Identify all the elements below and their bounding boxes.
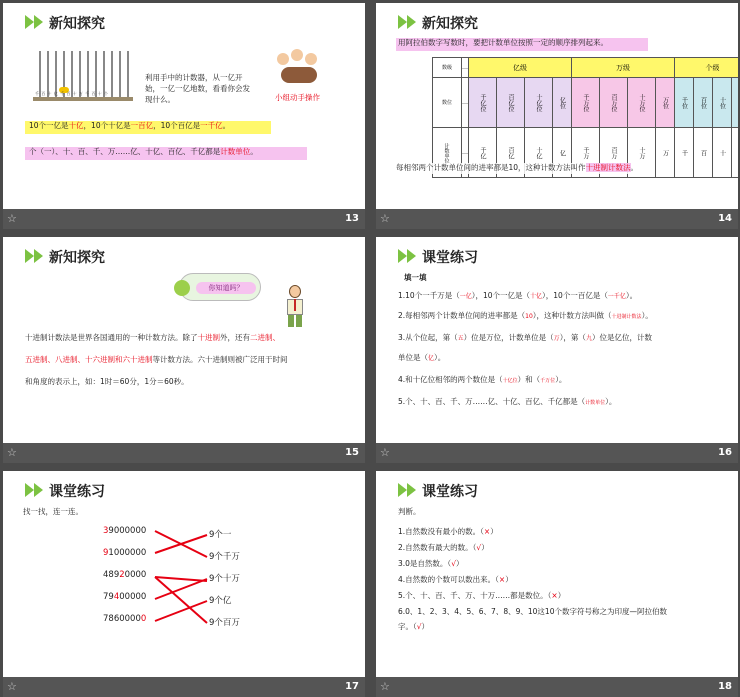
slide-15[interactable] — [3, 237, 365, 463]
subtitle: 判断。 — [398, 507, 421, 516]
slide-16[interactable] — [376, 237, 738, 463]
table-cell: 百万 — [600, 128, 628, 178]
slide-title: 新知探究 — [422, 16, 478, 32]
match-line — [155, 577, 207, 623]
slide-footer — [3, 209, 365, 229]
chevron-icon — [25, 249, 45, 263]
star-icon: ☆ — [380, 446, 390, 459]
answer-item[interactable]: 9个千万 — [209, 552, 240, 562]
judge-item: 5.个、十、百、千、万、十万……都是数位。（×） — [398, 591, 566, 600]
lightbulb-icon — [174, 280, 190, 296]
judge-item-cont: 字。（√） — [398, 622, 430, 631]
table-header: 个级 — [675, 58, 739, 78]
table-cell: 亿位 — [553, 78, 572, 128]
slide-footer — [3, 443, 365, 463]
slide-16-canvas — [376, 237, 738, 443]
subtitle: 填一填 — [404, 273, 427, 282]
question-5: 5.个、十、百、千、万……亿、十亿、百亿、千亿都是（计数单位）。 — [398, 397, 617, 406]
slide-number: 17 — [345, 681, 359, 692]
slide-17[interactable] — [3, 471, 365, 697]
teacher-figure — [281, 285, 311, 329]
students-image — [273, 47, 325, 87]
slide-number: 16 — [718, 447, 732, 458]
chevron-icon — [25, 15, 45, 29]
slide-number: 13 — [345, 213, 359, 224]
answer-item[interactable]: 9个百万 — [209, 618, 240, 628]
table-header: … — [462, 58, 469, 78]
table-cell: 千万 — [572, 128, 600, 178]
group-label: 小组动手操作 — [275, 93, 320, 102]
table-header: 亿级 — [469, 58, 572, 78]
slide-14[interactable] — [376, 3, 738, 229]
intro-text: 利用手中的计数器，从一亿开始，一亿一亿地数，看看你会发现什么。 — [145, 73, 250, 104]
judge-item: 3.0是自然数。（√） — [398, 559, 464, 568]
slide-footer — [376, 209, 738, 229]
slide-footer — [376, 677, 738, 697]
table-cell: 十万位 — [628, 78, 656, 128]
question-1: 1.10个一千万是（一亿），10个一亿是（十亿），10个一百亿是（一千亿）。 — [398, 291, 638, 300]
star-icon: ☆ — [7, 446, 17, 459]
slide-number: 15 — [345, 447, 359, 458]
bubble-label: 你知道吗？ — [196, 282, 256, 294]
table-cell: 十万 — [628, 128, 656, 178]
number-item[interactable]: 48920000 — [103, 570, 147, 580]
slide-18[interactable] — [376, 471, 738, 697]
table-cell: 千 — [675, 128, 694, 178]
slide-title: 课堂练习 — [422, 250, 478, 266]
instruction-text: 用阿拉伯数字写数时，要把计数单位按照一定的顺序排列起来。 — [398, 38, 608, 47]
match-line — [155, 579, 207, 599]
slide-15-canvas — [3, 237, 365, 443]
table-cell: 十亿位 — [525, 78, 553, 128]
table-cell: 百位 — [694, 78, 713, 128]
judge-item: 2.自然数有最大的数。（√） — [398, 543, 489, 552]
slide-18-canvas — [376, 471, 738, 677]
slide-title: 课堂练习 — [422, 484, 478, 500]
table-cell: 百亿 — [497, 128, 525, 178]
question-2: 2.每相邻两个计数单位间的进率都是（10），这种计数方法叫做（十进制计数法）。 — [398, 311, 653, 320]
chevron-icon — [398, 249, 418, 263]
question-4: 4.和十亿位相邻的两个数位是（十亿位）和（千万位）。 — [398, 375, 567, 384]
star-icon: ☆ — [380, 212, 390, 225]
table-cell: 百 — [694, 128, 713, 178]
table-cell: 百万位 — [600, 78, 628, 128]
answer-item[interactable]: 9个亿 — [209, 596, 232, 606]
slide-number: 14 — [718, 213, 732, 224]
paragraph-line-2: 五进制、八进制、十六进制和六十进制等计数方法。六十进制则被广泛用于时间 — [25, 355, 288, 364]
table-cell — [732, 78, 739, 128]
table-cell: 千位 — [675, 78, 694, 128]
subtitle: 找一找，连一连。 — [23, 507, 83, 516]
star-icon: ☆ — [7, 680, 17, 693]
speech-bubble — [179, 273, 261, 301]
table-cell: 万位 — [656, 78, 675, 128]
number-item[interactable]: 91000000 — [103, 548, 147, 558]
table-cell: 千亿位 — [469, 78, 497, 128]
table-cell: 十位 — [713, 78, 732, 128]
slide-title: 课堂练习 — [49, 484, 105, 500]
judge-item: 6.0、1、2、3、4、5、6、7、8、9、10这10个数字符号称之为印度—阿拉伯数 — [398, 607, 667, 616]
question-3: 3.从个位起，第（五）位是万位，计数单位是（万），第（九）位是亿位，计数 — [398, 333, 652, 342]
slide-title: 新知探究 — [49, 250, 105, 266]
match-line — [155, 535, 207, 553]
paragraph-line-1: 十进制计数法是世界各国通用的一种计数方法。除了十进制外，还有二进制、 — [25, 333, 280, 342]
number-item[interactable]: 79400000 — [103, 592, 147, 602]
slide-title: 新知探究 — [49, 16, 105, 32]
table-cell: 计数单位 — [433, 128, 462, 178]
paragraph-line-3: 和角度的表示上，如：1时＝60分，1分＝60秒。 — [25, 377, 189, 386]
answer-item[interactable]: 9个一 — [209, 530, 232, 540]
number-item[interactable]: 78600000 — [103, 614, 147, 624]
slide-13[interactable] — [3, 3, 365, 229]
table-cell: 数位 — [433, 78, 462, 128]
slide-13-canvas — [3, 3, 365, 209]
table-header: 数级 — [433, 58, 462, 78]
slide-footer — [376, 443, 738, 463]
abacus-labels: 千 百 十 亿 千 百 十 万 千 百 十 个 — [35, 91, 109, 96]
table-cell: 亿 — [553, 128, 572, 178]
slide-number: 18 — [718, 681, 732, 692]
judge-item: 1.自然数没有最小的数。（×） — [398, 527, 498, 536]
chevron-icon — [398, 15, 418, 29]
question-3-cont: 单位是（亿）。 — [398, 353, 446, 362]
sentence-2: 个（一）、十、百、千、万……亿、十亿、百亿、千亿都是计数单位。 — [29, 147, 258, 156]
table-cell: 千万位 — [572, 78, 600, 128]
answer-item[interactable]: 9个十万 — [209, 574, 240, 584]
bottom-sentence: 每相邻两个计数单位间的进率都是10，这种计数方法叫作十进制计数法。 — [396, 163, 639, 172]
matching-lines — [3, 471, 365, 677]
table-cell: 千亿 — [469, 128, 497, 178]
match-line — [155, 601, 207, 621]
table-cell: … — [462, 128, 469, 178]
table-cell: 十亿 — [525, 128, 553, 178]
match-line — [155, 577, 207, 581]
number-item[interactable]: 39000000 — [103, 526, 147, 536]
table-cell: 十 — [713, 128, 732, 178]
abacus-image — [33, 47, 133, 109]
table-cell: 百亿位 — [497, 78, 525, 128]
table-cell: 万 — [656, 128, 675, 178]
table-cell — [732, 128, 739, 178]
slide-14-canvas — [376, 3, 738, 209]
chevron-icon — [398, 483, 418, 497]
judge-item: 4.自然数的个数可以数出来。（×） — [398, 575, 513, 584]
slide-17-canvas — [3, 471, 365, 677]
slide-footer — [3, 677, 365, 697]
table-cell: … — [462, 78, 469, 128]
star-icon: ☆ — [380, 680, 390, 693]
place-value-table — [432, 57, 738, 178]
sentence-1: 10个一亿是十亿，10个十亿是一百亿，10个百亿是一千亿。 — [29, 121, 231, 130]
star-icon: ☆ — [7, 212, 17, 225]
table-header: 万级 — [572, 58, 675, 78]
